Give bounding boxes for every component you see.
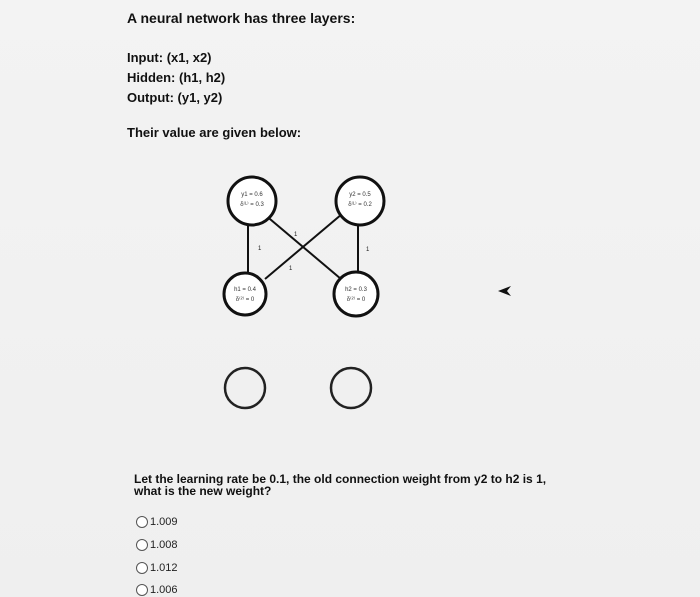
radio-icon[interactable] xyxy=(136,516,148,528)
mouse-cursor-icon xyxy=(497,284,513,302)
radio-icon[interactable] xyxy=(136,584,148,596)
answer-option-label: 1.012 xyxy=(150,562,178,574)
y2-delta-text: δ⁽ᴸ⁾ = 0.2 xyxy=(348,202,372,208)
hidden-layer-line: Hidden: (h1, h2) xyxy=(127,70,226,85)
weight-y1-h2-label: 1 xyxy=(294,232,298,238)
weight-y2-h1-label: 1 xyxy=(289,266,293,272)
weight-y1-h1-label: 1 xyxy=(258,246,262,252)
node-x1 xyxy=(225,368,265,408)
answer-option-label: 1.008 xyxy=(150,539,178,551)
answer-option-4[interactable] xyxy=(136,583,178,597)
radio-icon[interactable] xyxy=(136,539,148,551)
answer-option-3[interactable] xyxy=(136,561,178,575)
node-y2 xyxy=(336,177,384,225)
answer-option-label: 1.009 xyxy=(150,516,178,528)
h2-value-text: h2 = 0.3 xyxy=(345,287,367,293)
h1-delta-text: δ⁽²⁾ = 0 xyxy=(235,297,255,303)
node-h2 xyxy=(334,272,378,316)
node-x2 xyxy=(331,368,371,408)
y2-value-text: y2 = 0.5 xyxy=(349,192,371,198)
answer-option-1[interactable] xyxy=(136,515,178,529)
answer-option-label: 1.006 xyxy=(150,584,178,596)
node-h1 xyxy=(224,273,266,315)
input-layer-line: Input: (x1, x2) xyxy=(127,50,212,65)
answer-option-2[interactable] xyxy=(136,538,178,552)
question-title: A neural network has three layers: xyxy=(127,10,356,26)
weight-y2-h2-label: 1 xyxy=(366,247,370,253)
y1-value-text: y1 = 0.6 xyxy=(241,192,263,198)
radio-icon[interactable] xyxy=(136,562,148,574)
output-layer-line: Output: (y1, y2) xyxy=(127,90,223,105)
node-y1 xyxy=(228,177,276,225)
question-prompt: Let the learning rate be 0.1, the old connection weight from y2 to h2 is 1, what is the new weight? xyxy=(134,472,547,498)
h1-value-text: h1 = 0.4 xyxy=(234,287,256,293)
given-values-heading: Their value are given below: xyxy=(127,125,302,140)
h2-delta-text: δ⁽²⁾ = 0 xyxy=(346,297,366,303)
y1-delta-text: δ⁽ᴸ⁾ = 0.3 xyxy=(240,202,264,208)
